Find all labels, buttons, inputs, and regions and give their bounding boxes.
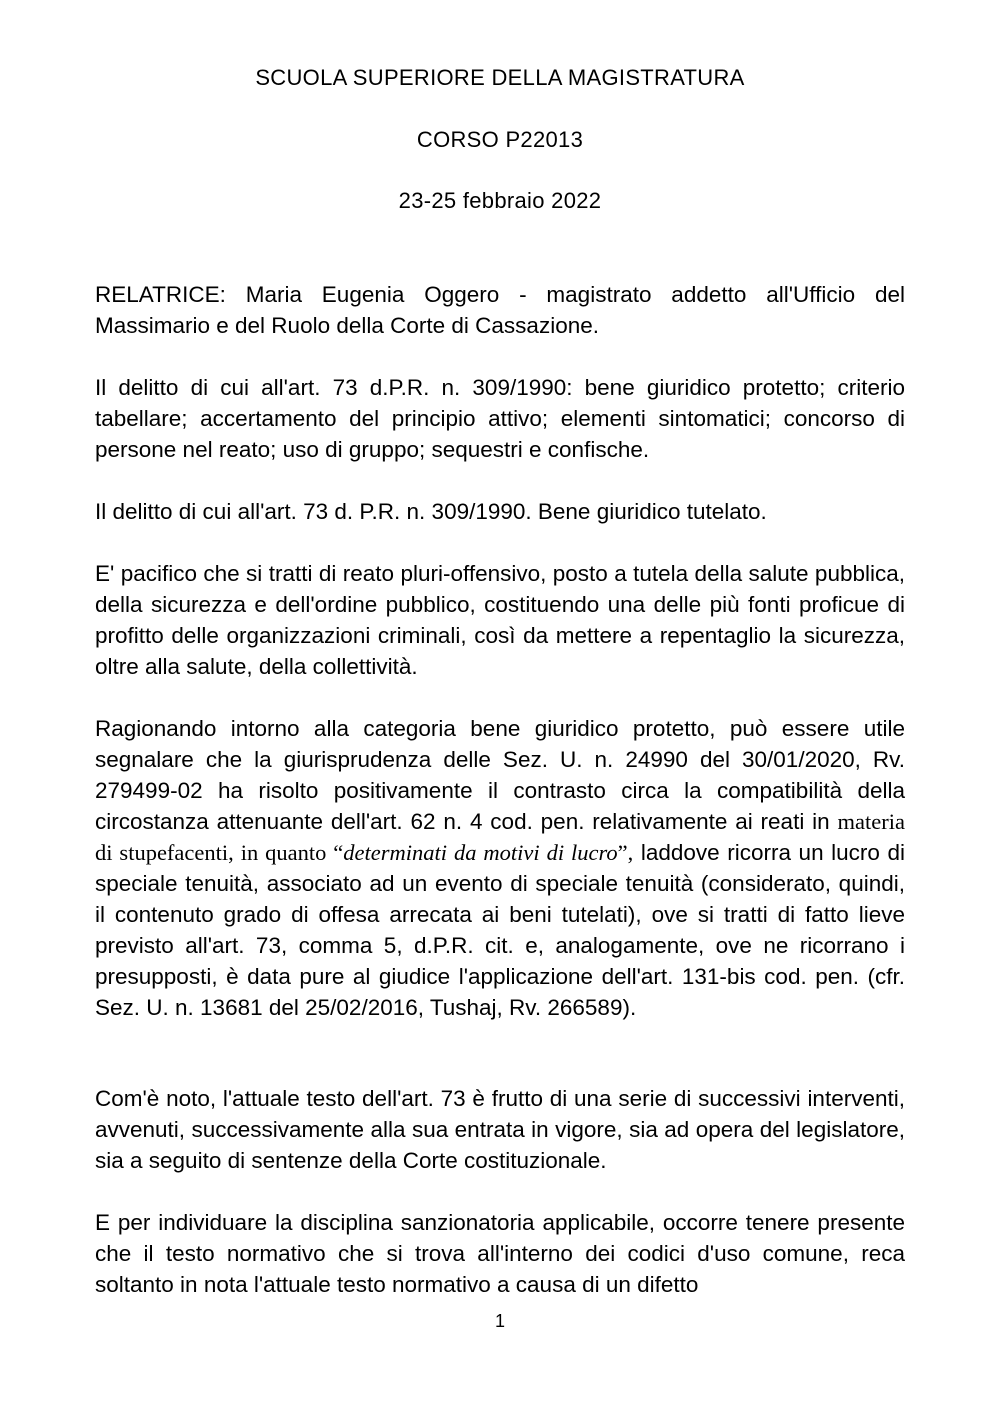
course-dates: 23-25 febbraio 2022: [398, 188, 602, 213]
paragraph-2-part-a: Ragionando intorno alla categoria bene giuridico protetto, può essere utile segnalare che la giurisprudenza delle Sez. U. n. 24990 del 30/01/2020, Rv. 279499-02 ha risolto positivamente il contrasto circa la compatibilità della circostanza attenuante dell'art. 62 n. 4 cod. pen. relativamente ai reati in: [95, 716, 905, 834]
paragraph-2-quote-close: ”,: [617, 840, 634, 865]
speaker-paragraph: [95, 279, 905, 341]
paragraph-2-serif-text: materia di stupefacenti, in quanto “: [95, 809, 905, 865]
speaker-text: RELATRICE: Maria Eugenia Oggero - magistrato addetto all'Ufficio del Massimario e del Ruolo della Corte di Cassazione.: [95, 282, 905, 338]
page-number: 1: [494, 1311, 505, 1331]
course-code: CORSO P22013: [416, 127, 584, 152]
paragraph-4: [95, 1207, 905, 1300]
section-heading-text: Il delitto di cui all'art. 73 d. P.R. n. 309/1990. Bene giuridico tutelato.: [95, 499, 767, 524]
school-title: SCUOLA SUPERIORE DELLA MAGISTRATURA: [255, 65, 745, 90]
paragraph-2: [95, 713, 905, 1023]
paragraph-2-text: [95, 713, 905, 1023]
paragraph-3: [95, 1083, 905, 1176]
paragraph-3-text: Com'è noto, l'attuale testo dell'art. 73 è frutto di una serie di successivi interventi, avvenuti, successivamente alla sua entrata in vigore, sia ad opera del legislatore, sia a seguito di sentenze della Corte costituzionale.: [95, 1086, 905, 1173]
paragraph-1: [95, 558, 905, 682]
paragraph-1-text: E' pacifico che si tratti di reato pluri-offensivo, posto a tutela della salute pubblica, della sicurezza e dell'ordine pubblico, costituendo una delle più fonti proficue di profitto delle organizzazioni criminali, così da mettere a repentaglio la sicurezza, oltre alla salute, della collettività.: [95, 561, 905, 679]
paragraph-2-part-b: laddove ricorra un lucro di speciale tenuità, associato ad un evento di speciale tenuità (considerato, quindi, il contenuto grado di offesa arrecata ai beni tutelati), ove si tratti di fatto lieve previsto all'art. 73, comma 5, d.P.R. cit. e, analogamente, ove ne ricorrano i presupposti, è data pure al giudice l'applicazione dell'art. 131-bis cod. pen. (cfr. Sez. U. n. 13681 del 25/02/2016, Tushaj, Rv. 266589).: [95, 840, 905, 1020]
paragraph-2-quote: determinati da motivi di lucro: [343, 840, 618, 865]
section-heading: [95, 496, 905, 527]
paragraph-4-text: E per individuare la disciplina sanzionatoria applicabile, occorre tenere presente che il testo normativo che si trova all'interno dei codici d'uso comune, reca soltanto in nota l'attuale testo normativo a causa di un difetto: [95, 1210, 905, 1297]
topics-paragraph: [95, 372, 905, 465]
topics-text: Il delitto di cui all'art. 73 d.P.R. n. 309/1990: bene giuridico protetto; criterio tabellare; accertamento del principio attivo; elementi sintomatici; concorso di persone nel reato; uso di gruppo; sequestri e confische.: [95, 375, 905, 462]
